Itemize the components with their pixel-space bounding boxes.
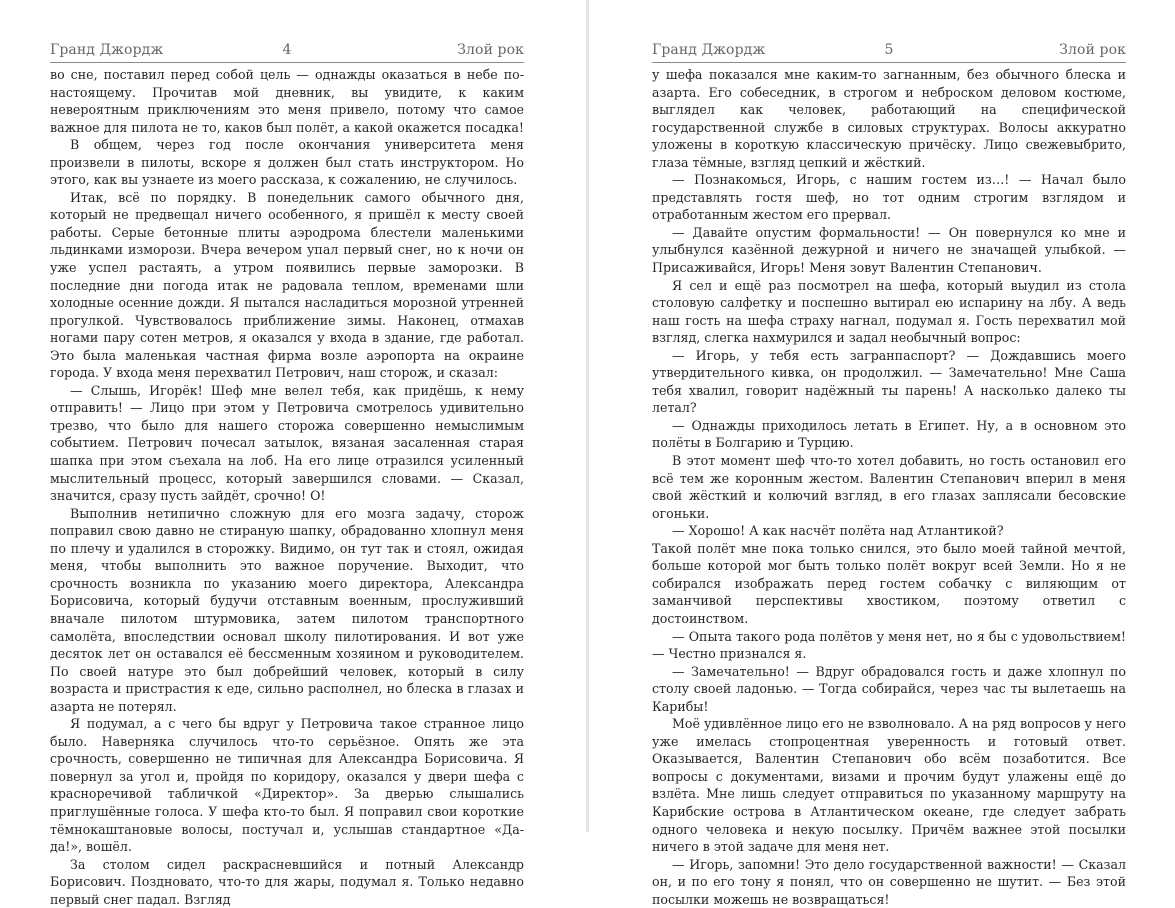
right-page-header <box>652 40 1126 63</box>
running-head-title: Злой рок <box>457 42 524 58</box>
paragraph: — Игорь, запомни! Это дело государственной важности! — Сказал он, и по его тону я понял, что он совершенно не шутит. — Без этой посылки можешь не возвращаться! <box>652 856 1126 907</box>
paragraph: во сне, поставил перед собой цель — однажды оказаться в небе по-настоящему. Прочитав мой дневник, вы увидите, к каким невероятным приключениям это меня привело, потому что самое важное для пилота не то, каков был полёт, а какой окажется посадка! <box>50 67 524 135</box>
paragraph: Я сел и ещё раз посмотрел на шефа, который выудил из стола столовую салфетку и поспешно вытирал ею испарину на лбу. А ведь наш гость на шефа страху нагнал, подумал я. Гость перехватил мой взгляд, слегка нахмурился и задал необычный вопрос: <box>652 277 1126 346</box>
paragraph: — Опыта такого рода полётов у меня нет, но я бы с удовольствием! — Честно признался я. <box>652 628 1126 662</box>
paragraph: В этот момент шеф что-то хотел добавить, но гость остановил его всё тем же коронным жестом. Валентин Степанович вперил в меня свой жёсткий и колючий взгляд, в его глазах заплясали бесовские огоньки. <box>652 453 1126 521</box>
left-page-header <box>50 40 524 63</box>
right-page-body <box>652 66 1126 908</box>
page-number: 5 <box>884 42 894 58</box>
page-gutter <box>586 0 589 832</box>
paragraph: Такой полёт мне пока только снился, это было моей тайной мечтой, больше которой мог быть только полёт вокруг всей Земли. Но я не собирался изображать перед гостем собачку с виляющим от заманчивой перспективы хвостиком, поэтому ответил с достоинством. <box>652 540 1126 626</box>
paragraph: Я подумал, а с чего бы вдруг у Петровича такое странное лицо было. Наверняка случилось что-то серьёзное. Опять же эта срочность, совершенно не типичная для Александра Борисовича. Я повернул за угол и, пройдя по коридору, оказался у двери шефа с красноречивой табличкой «Директор». За дверью слышались приглушённые голоса. У шефа кто-то был. Я поправил свои короткие тёмнокаштановые волосы, постучал и, услышав стандартное «Да-да!», вошёл. <box>50 716 524 855</box>
left-page <box>50 0 524 907</box>
paragraph: — Хорошо! А как насчёт полёта над Атлантикой? <box>672 523 1004 539</box>
paragraph: — Однажды приходилось летать в Египет. Ну, а в основном это полёты в Болгарию и Турцию. <box>652 417 1126 451</box>
paragraph: — Слышь, Игорёк! Шеф мне велел тебя, как придёшь, к нему отправить! — Лицо при этом у Петровича смотрелось удивительно трезво, что было для нашего сторожа совершенно немыслимым событием. Петрович почесал затылок, вязаная засаленная старая шапка при этом съехала на лоб. На его лице отразился усиленный мыслительный процесс, который завершился словами. — Сказал, значится, сразу пусть зайдёт, срочно! О! <box>50 382 524 504</box>
paragraph: Итак, всё по порядку. В понедельник самого обычного дня, который не предвещал ничего особенного, я пришёл к месту своей работы. Серые бетонные плиты аэродрома блестели маленькими льдинками изморози. Вчера вечером упал первый снег, но к ночи он уже успел растаять, а утром появились первые заморозки. В последние дни погода итак не радовала теплом, временами шли холодные осенние дожди. Я пытался насладиться морозной утренней прогулкой. Чувствовалось приближение зимы. Наконец, отмахав ногами пару сотен метров, я оказался у входа в здание, где работал. Это была маленькая частная фирма возле аэропорта на окраине города. У входа меня перехватил Петрович, наш сторож, и сказал: <box>50 189 524 381</box>
paragraph: За столом сидел раскрасневшийся и потный Александр Борисович. Поздновато, что-то для жары, подумал я. Только недавно первый снег падал. Взгляд <box>50 856 524 907</box>
right-page <box>652 0 1126 907</box>
paragraph: Моё удивлённое лицо его не взволновало. А на ряд вопросов у него уже имелась стопроцентная уверенность и готовый ответ. Оказывается, Валентин Степанович обо всём позаботится. Все вопросы с документами, визами и прочим будут улажены ещё до взлёта. Мне лишь следует отправиться по указанному маршруту на Карибские острова в Атлантическом океане, где следует забрать одного человека и некую посылку. Причём важнее этой посылки ничего в этой задаче для меня нет. <box>652 716 1126 855</box>
paragraph: у шефа показался мне каким-то загнанным, без обычного блеска и азарта. Его собеседник, в строгом и неброском деловом костюме, выглядел как человек, работающий на специфической государственной службе в силовых структурах. Волосы аккуратно уложены в короткую классическую причёску. Лицо свежевыбрито, глаза тёмные, взгляд цепкий и жёсткий. <box>652 67 1126 170</box>
paragraph: — Давайте опустим формальности! — Он повернулся ко мне и улыбнулся казённой дежурной и ничего не значащей улыбкой. — Присаживайся, Игорь! Меня зовут Валентин Степанович. <box>652 224 1126 276</box>
running-head-author: Гранд Джордж <box>50 42 164 58</box>
paragraph: Выполнив нетипично сложную для его мозга задачу, сторож поправил свою давно не стираную шапку, обрадованно хлопнул меня по плечу и удалился в сторожку. Видимо, он тут так и стоял, ожидая меня, чтобы выполнить это важное поручение. Выходит, что срочность возникла по указанию моего директора, Александра Борисовича, который будучи отставным военным, прослуживший вначале пилотом штурмовика, затем пилотом транспортного самолёта, впоследствии основал школу пилотирования. И вот уже десяток лет он оставался её бессменным хозяином и руководителем. По своей натуре это был добрейший человек, который в силу возраста и пристрастия к еде, сильно располнел, но блеска в глазах и азарта не потерял. <box>50 505 524 714</box>
paragraph: — Игорь, у тебя есть загранпаспорт? — Дождавшись моего утвердительного кивка, он продолжил. — Замечательно! Мне Саша тебя хвалил, говорит надёжный ты парень! А насколько далеко ты летал? <box>652 347 1126 416</box>
paragraph: В общем, через год после окончания университета меня произвели в пилоты, вскоре я должен был стать инструктором. Но этого, как вы узнаете из моего рассказа, к сожалению, не случилось. <box>50 137 524 188</box>
left-page-body <box>50 66 524 908</box>
running-head-title: Злой рок <box>1059 42 1126 58</box>
paragraph: — Замечательно! — Вдруг обрадовался гость и даже хлопнул по столу своей ладонью. — Тогда собирайся, через час ты вылетаешь на Карибы! <box>652 663 1126 714</box>
paragraph: — Познакомься, Игорь, с нашим гостем из…! — Начал было представлять гостя шеф, но тот одним строгим взглядом и отработанным жестом его прервал. <box>652 172 1126 223</box>
running-head-author: Гранд Джордж <box>652 42 766 58</box>
page-number: 4 <box>282 42 292 58</box>
